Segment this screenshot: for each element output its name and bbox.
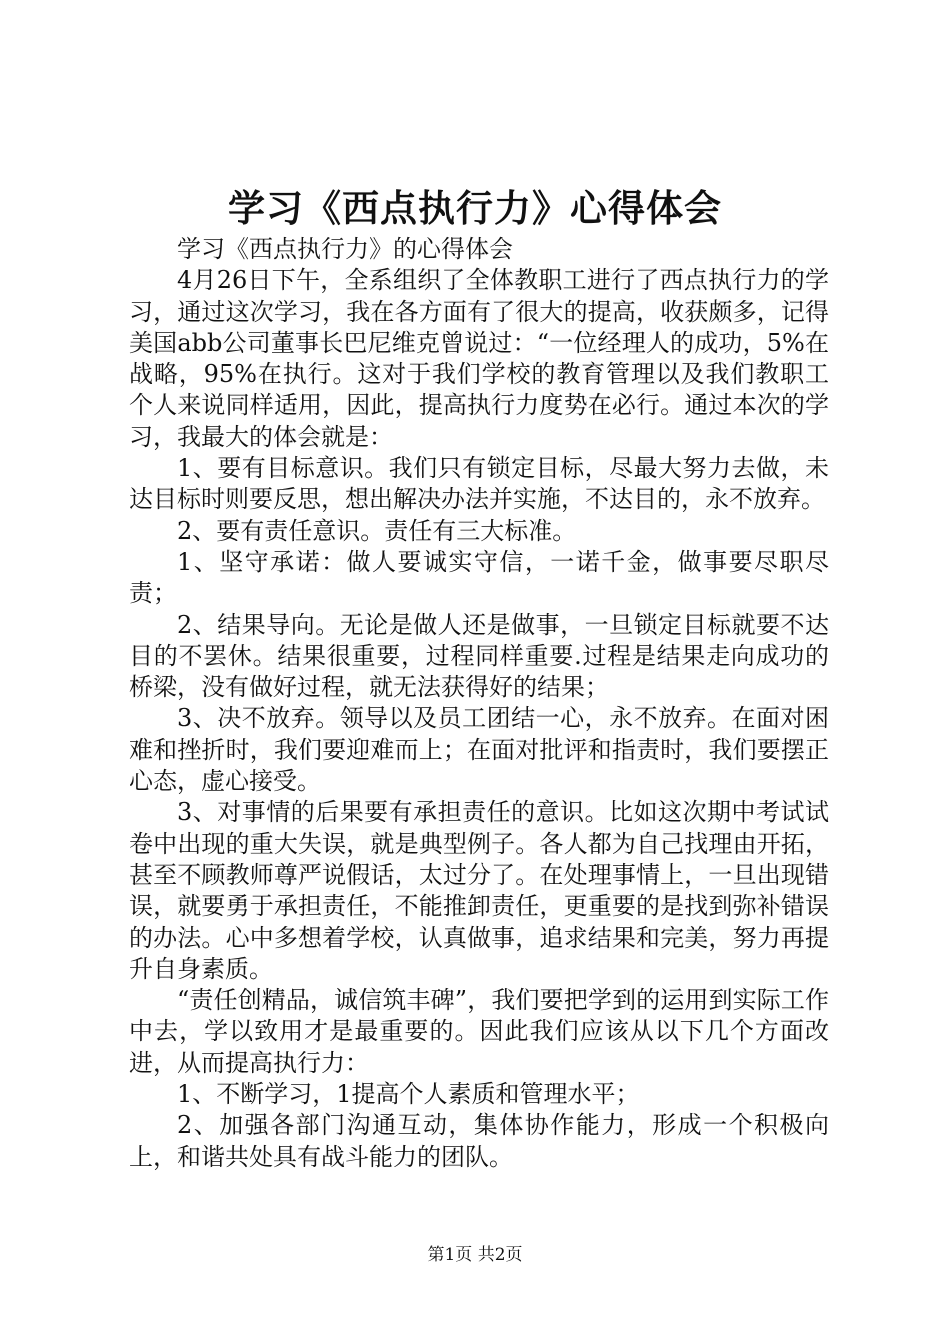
- paragraph-result-oriented: 2、结果导向。无论是做人还是做事，一旦锁定目标就要不达目的不罢休。结果很重要，过程同样重要.过程是结果走向成功的桥梁，没有做好过程，就无法获得好的结果；: [129, 610, 829, 702]
- document-body: [129, 234, 829, 1173]
- paragraph-apply-learning: “责任创精品，诚信筑丰碑”，我们要把学到的运用到实际工作中去，学以致用才是最重要的。因此我们应该从以下几个方面改进，从而提高执行力：: [129, 986, 829, 1077]
- paragraph-responsibility-awareness: 2、要有责任意识。责任有三大标准。: [177, 516, 577, 545]
- paragraph-teamwork: 2、加强各部门沟通互动，集体协作能力，形成一个积极向上，和谐共处具有战斗能力的团队。: [129, 1111, 829, 1171]
- document-title: 学习《西点执行力》心得体会: [228, 186, 722, 230]
- paragraph-subtitle: 学习《西点执行力》的心得体会: [177, 235, 513, 263]
- paragraph-keep-promise: 1、坚守承诺：做人要诚实守信，一诺千金，做事要尽职尽责；: [129, 547, 829, 608]
- paragraph-intro: 4月26日下午，全系组织了全体教职工进行了西点执行力的学习，通过这次学习，我在各方面有了很大的提高，收获颇多，记得美国abb公司董事长巴尼维克曾说过：“一位经理人的成功，5%在战略，95%在执行。这对于我们学校的教育管理以及我们教职工个人来说同样适用，因此，提高执行力度势在必行。通过本次的学习，我最大的体会就是：: [129, 266, 829, 451]
- paragraph-never-give-up: 3、决不放弃。领导以及员工团结一心，永不放弃。在面对困难和挫折时，我们要迎难而上；在面对批评和指责时，我们要摆正心态，虚心接受。: [129, 704, 829, 796]
- paragraph-bear-consequences: 3、对事情的后果要有承担责任的意识。比如这次期中考试试卷中出现的重大失误，就是典型例子。各人都为自己找理由开拓，甚至不顾教师尊严说假话，太过分了。在处理事情上，一旦出现错误，就要勇于承担责任，不能推卸责任，更重要的是找到弥补错误的办法。心中多想着学校，认真做事，追求结果和完美，努力再提升自身素质。: [129, 798, 829, 983]
- paragraph-goal-awareness: 1、要有目标意识。我们只有锁定目标，尽最大努力去做，未达目标时则要反思，想出解决办法并实施，不达目的，永不放弃。: [129, 454, 829, 514]
- paragraph-keep-learning: 1、不断学习，1提高个人素质和管理水平；: [177, 1080, 640, 1109]
- page-footer: 第1页 共2页: [427, 1245, 523, 1265]
